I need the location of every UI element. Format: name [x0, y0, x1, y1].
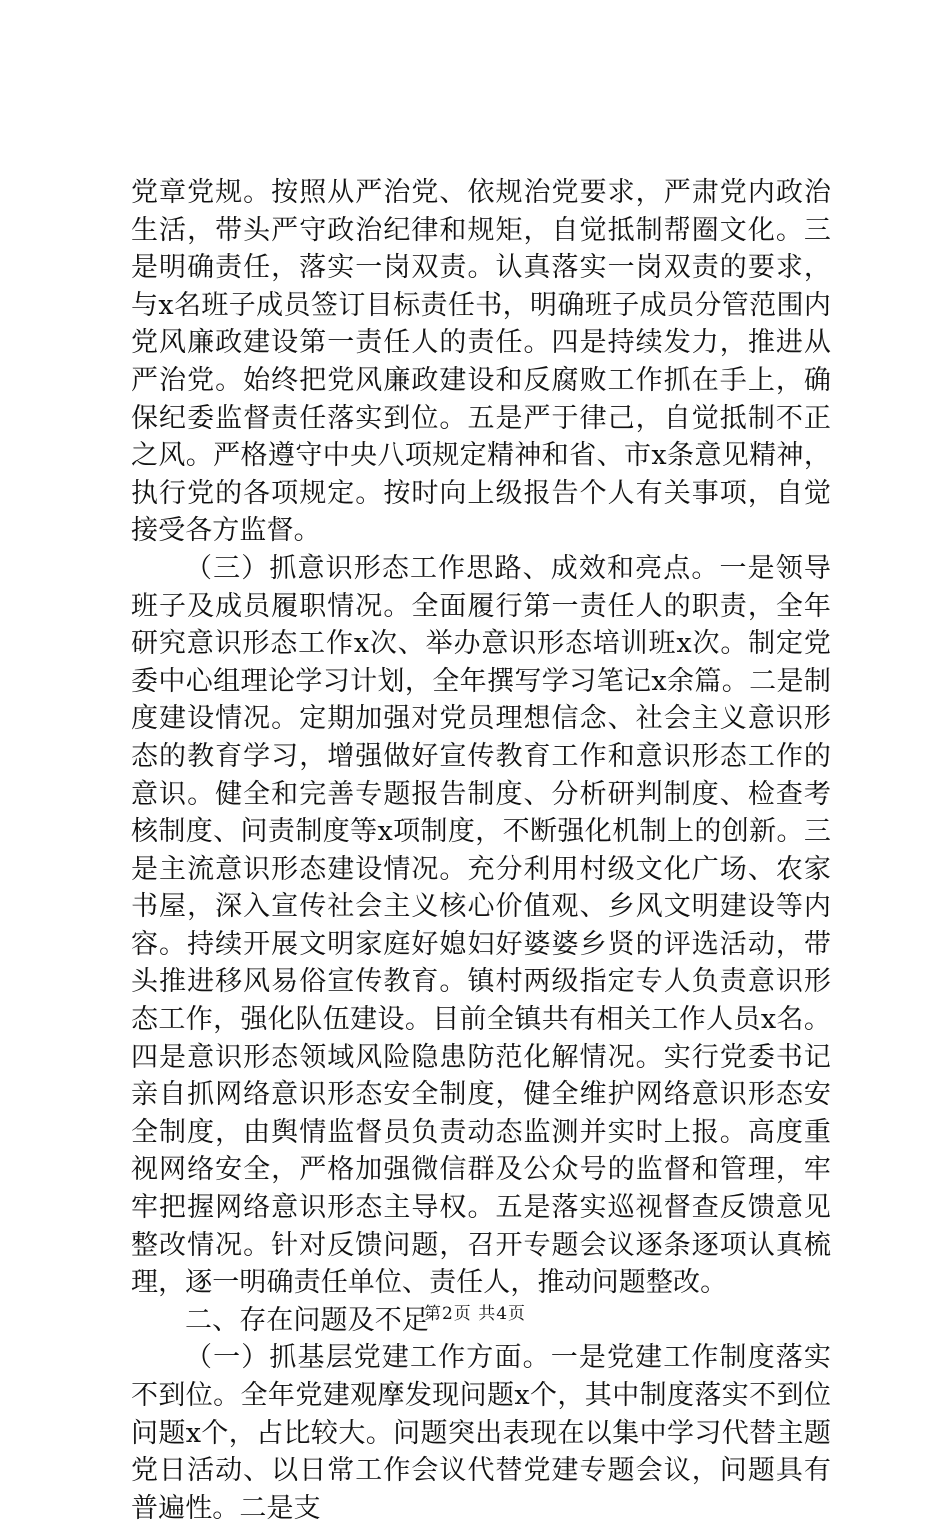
- paragraph-continuation: 党章党规。按照从严治党、依规治党要求，严肃党内政治生活，带头严守政治纪律和规矩，自觉抵制帮圈文化。三是明确责任，落实一岗双责。认真落实一岗双责的要求，与x名班子成员签订目标责任书，明确班子成员分管范围内党风廉政建设第一责任人的责任。四是持续发力，推进从严治党。始终把党风廉政建设和反腐败工作抓在手上，确保纪委监督责任落实到位。五是严于律己，自觉抵制不正之风。严格遵守中央八项规定精神和省、市x条意见精神，执行党的各项规定。按时向上级报告个人有关事项，自觉接受各方监督。: [131, 177, 831, 547]
- section-heading-problems: 二、存在问题及不足: [185, 1304, 429, 1336]
- paragraph-grassroots-party-building: （一）抓基层党建工作方面。一是党建工作制度落实不到位。全年党建观摩发现问题x个，其中制度落实不到位问题x个，占比较大。问题突出表现在以集中学习代替主题党日活动、以日常工作会议代替党建专题会议，问题具有普遍性。二是支: [131, 1342, 831, 1524]
- paragraph-ideology-work: （三）抓意识形态工作思路、成效和亮点。一是领导班子及成员履职情况。全面履行第一责任人的职责，全年研究意识形态工作x次、举办意识形态培训班x次。制定党委中心组理论学习计划，全年撰写学习笔记x余篇。二是制度建设情况。定期加强对党员理想信念、社会主义意识形态的教育学习，增强做好宣传教育工作和意识形态工作的意识。健全和完善专题报告制度、分析研判制度、检查考核制度、问责制度等x项制度，不断强化机制上的创新。三是主流意识形态建设情况。充分利用村级文化广场、农家书屋，深入宣传社会主义核心价值观、乡风文明建设等内容。持续开展文明家庭好媳妇好婆婆乡贤的评选活动，带头推进移风易俗宣传教育。镇村两级指定专人负责意识形态工作，强化队伍建设。目前全镇共有相关工作人员x名。四是意识形态领域风险隐患防范化解情况。实行党委书记亲自抓网络意识形态安全制度，健全维护网络意识形态安全制度，由舆情监督员负责动态监测并实时上报。高度重视网络安全，严格加强微信群及公众号的监督和管理，牢牢把握网络意识形态主导权。五是落实巡视督查反馈意见整改情况。针对反馈问题，召开专题会议逐条逐项认真梳理，逐一明确责任单位、责任人，推动问题整改。: [131, 552, 831, 1299]
- document-body: [131, 174, 831, 1527]
- page-number-footer: 第2页 共4页: [423, 1304, 527, 1324]
